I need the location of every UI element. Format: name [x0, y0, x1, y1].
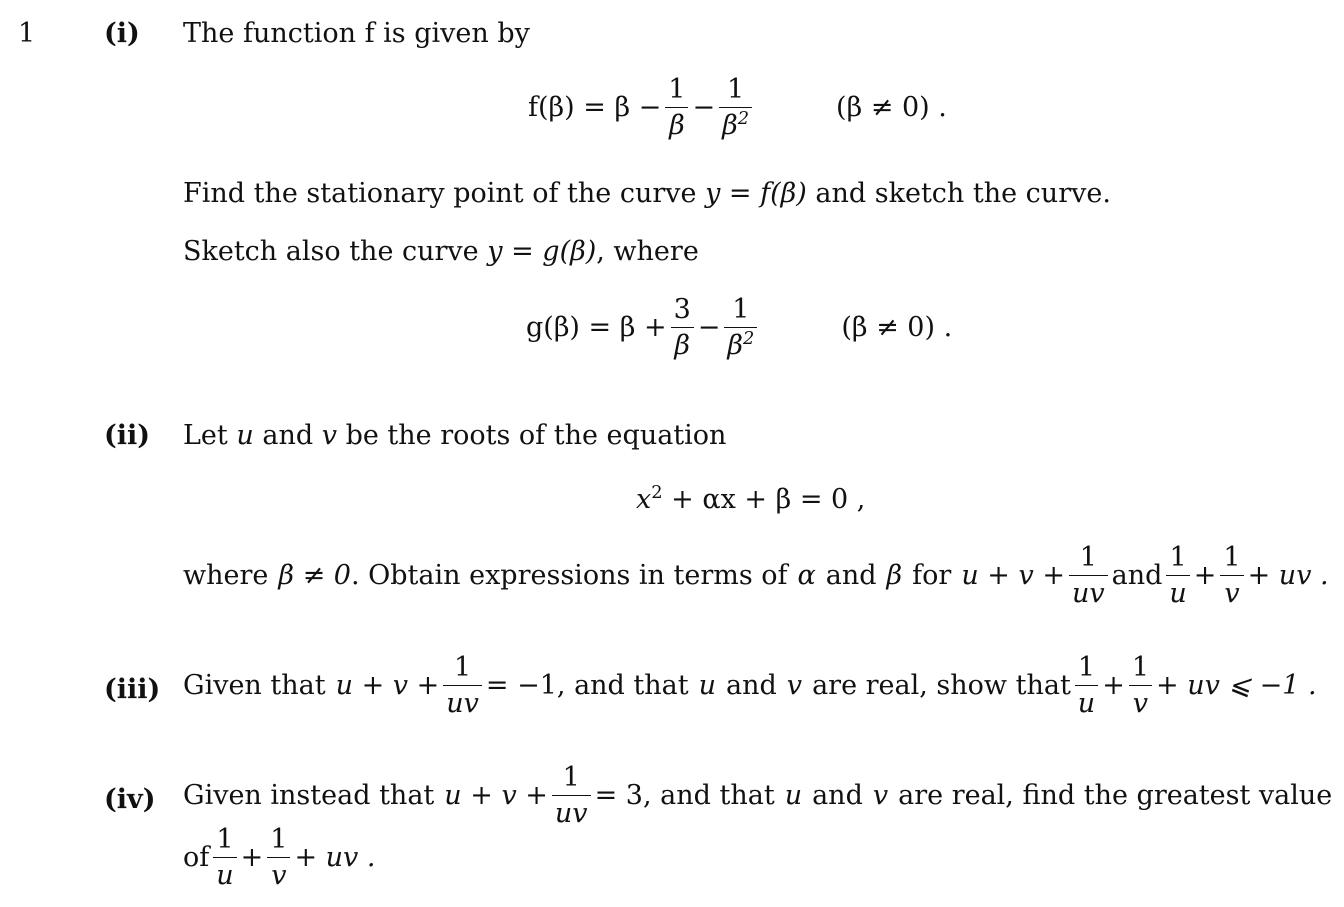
g-frac-2-den: $\beta^2$: [727, 328, 755, 361]
f-condition: (β ≠ 0) .: [836, 92, 947, 123]
f-definition: [528, 76, 947, 139]
part-iv-text: Given instead that u + v + $\frac{1}{uv}$ = 3 , and that u and v are real, find the greatest value: [183, 762, 1333, 829]
ii-frac-2: $\frac{1}{u}$: [1166, 544, 1189, 607]
f-frac-1-num: 1: [668, 74, 686, 105]
f-frac-1: [665, 76, 688, 139]
g-frac-1-den: β: [674, 330, 690, 361]
question-number: 1: [18, 18, 36, 49]
f-frac-1-den: β: [669, 110, 685, 141]
g-frac-1: [671, 296, 694, 359]
part-i-task-2: Sketch also the curve y = g(β), where: [183, 236, 699, 267]
part-i-intro: The function f is given by: [183, 18, 530, 49]
g-definition: [526, 296, 952, 359]
part-iv-text-2: of $\frac{1}{u}$ + $\frac{1}{v}$ + uv .: [183, 824, 376, 891]
iii-frac-3: $\frac{1}{v}$: [1129, 654, 1152, 717]
quadratic-equation: $x^2 + \alpha x + \beta = 0$ ,: [636, 482, 866, 515]
g-frac-2-num: 1: [732, 294, 750, 325]
g-condition: (β ≠ 0) .: [841, 312, 953, 343]
iii-frac-1: $\frac{1}{uv}$: [443, 654, 482, 717]
part-iii-label: (iii): [104, 674, 161, 705]
part-ii-task: where β ≠ 0 . Obtain expressions in terms of α and β for u + v + $\frac{1}{uv}$ and $\frac{1}{u}$ + $\frac{1}{v}$ + uv .: [183, 542, 1329, 609]
f-minus: −: [692, 92, 716, 123]
g-minus: −: [697, 312, 721, 343]
part-iv-label: (iv): [104, 784, 156, 815]
g-frac-2: [724, 296, 757, 359]
part-i-label: (i): [104, 18, 140, 49]
iii-frac-2: $\frac{1}{u}$: [1075, 654, 1098, 717]
g-frac-1-num: 3: [673, 294, 691, 325]
part-ii-label: (ii): [104, 420, 151, 451]
iv-frac-2: $\frac{1}{u}$: [213, 826, 236, 889]
g-lhs: g(β) = β +: [526, 312, 667, 343]
f-frac-2-den: $\beta^2$: [722, 108, 750, 141]
ii-frac-1: $\frac{1}{uv}$: [1069, 544, 1108, 607]
f-frac-2: [719, 76, 752, 139]
ii-frac-3: $\frac{1}{v}$: [1220, 544, 1243, 607]
part-i-task-1: Find the stationary point of the curve y = f(β) and sketch the curve.: [183, 178, 1111, 209]
f-lhs: f(β) = β −: [528, 92, 662, 123]
part-ii-intro: Let u and v be the roots of the equation: [183, 420, 727, 451]
part-iii-text: Given that u + v + $\frac{1}{uv}$ = −1 , and that u and v are real, show that $\frac{1}{u}$ + $\frac{1}{v}$ + uv ⩽ −1 .: [183, 652, 1317, 719]
iv-frac-3: $\frac{1}{v}$: [267, 826, 290, 889]
iv-frac-1: $\frac{1}{uv}$: [552, 764, 591, 827]
f-frac-2-num: 1: [726, 74, 745, 105]
